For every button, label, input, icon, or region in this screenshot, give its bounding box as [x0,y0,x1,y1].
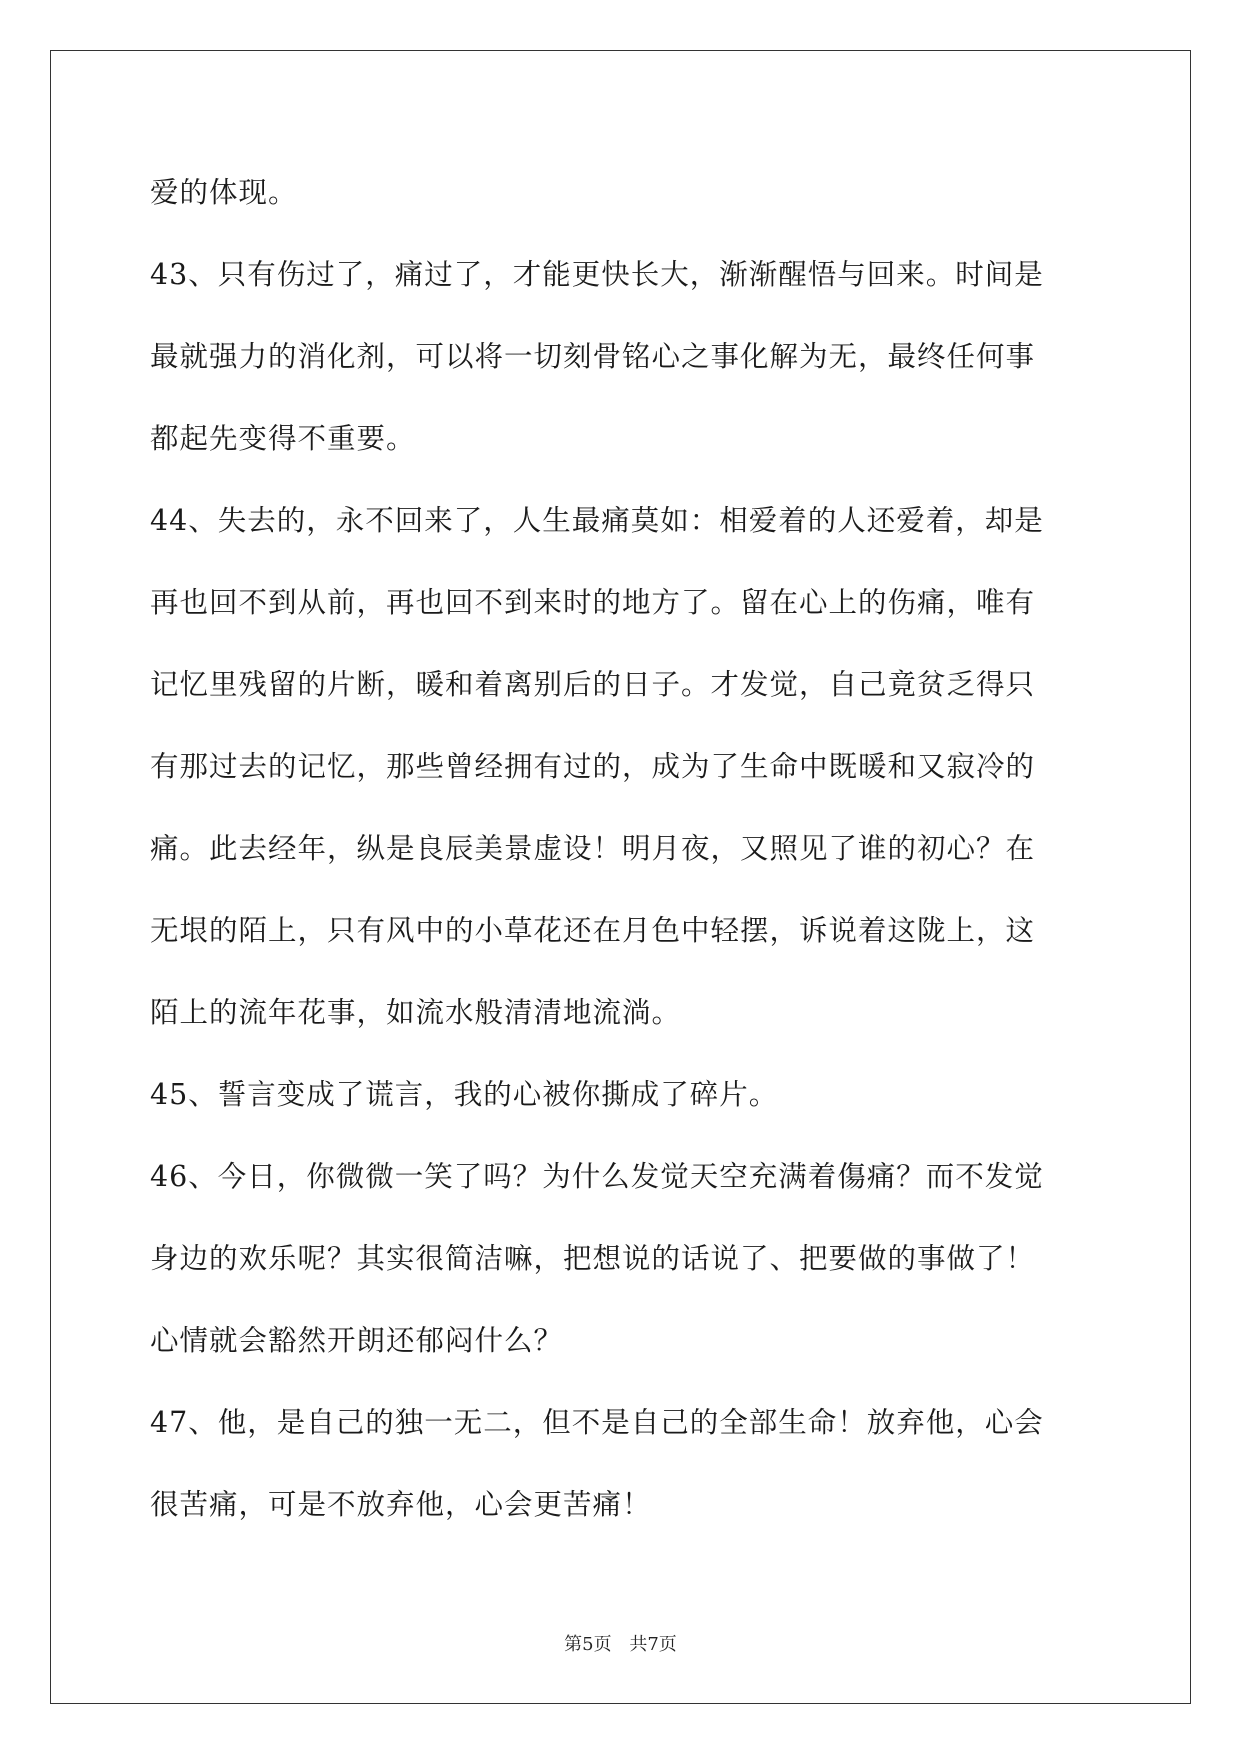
page-total: 共7页 [629,1634,677,1655]
text-line: 心情就会豁然开朗还郁闷什么？ [150,1324,564,1357]
text-line: 无垠的陌上，只有风中的小草花还在月色中轻摆，诉说着这陇上，这 [150,914,1036,947]
text-line: 陌上的流年花事，如流水般清清地流淌。 [150,996,682,1029]
text-line: 记忆里残留的片断，暖和着离别后的日子。才发觉，自己竟贫乏得只 [150,668,1036,701]
text-line: 45、誓言变成了谎言，我的心被你撕成了碎片。 [150,1078,779,1111]
text-line: 都起先变得不重要。 [150,422,416,455]
page-footer [0,1630,1241,1656]
text-line: 很苦痛，可是不放弃他，心会更苦痛！ [150,1488,652,1521]
text-line: 47、他，是自己的独一无二，但不是自己的全部生命！放弃他，心会 [150,1406,1044,1439]
text-line: 有那过去的记忆，那些曾经拥有过的，成为了生命中既暖和又寂冷的 [150,750,1036,783]
document-body [150,152,1095,1546]
page-number: 第5页 [564,1634,612,1655]
text-line: 43、只有伤过了，痛过了，才能更快长大，渐渐醒悟与回来。时间是 [150,258,1044,291]
text-line: 46、今日，你微微一笑了吗？为什么发觉天空充满着傷痛？而不发觉 [150,1160,1044,1193]
text-line: 爱的体现。 [150,176,298,209]
text-line: 44、失去的，永不回来了，人生最痛莫如：相爱着的人还爱着，却是 [150,504,1044,537]
text-line: 身边的欢乐呢？其实很简洁嘛，把想说的话说了、把要做的事做了！ [150,1242,1036,1275]
text-line: 再也回不到从前，再也回不到来时的地方了。留在心上的伤痛，唯有 [150,586,1036,619]
text-line: 最就强力的消化剂，可以将一切刻骨铭心之事化解为无，最终任何事 [150,340,1036,373]
text-line: 痛。此去经年，纵是良辰美景虚设！明月夜，又照见了谁的初心？在 [150,832,1036,865]
